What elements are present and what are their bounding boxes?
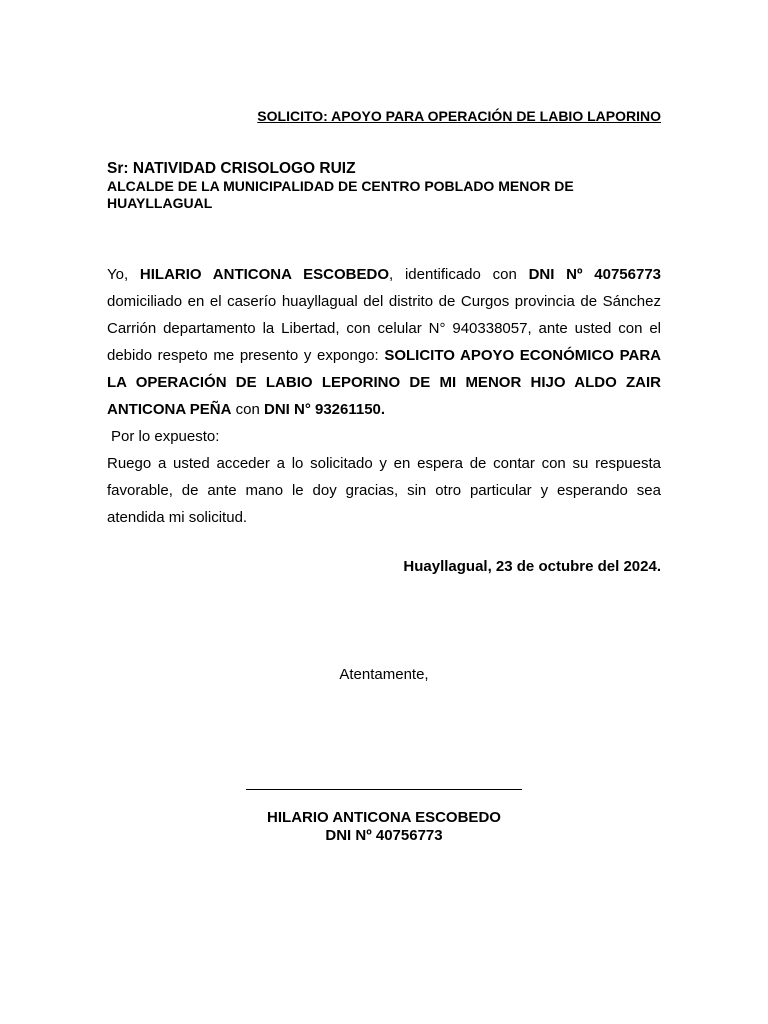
address-text: domiciliado en el caserío huayllagual del distrito de Curgos provincia de Sánchez Carrión departamento la Libertad, con celular N° 940338057, ante usted con el debido respeto me presento y expongo: — [107, 293, 661, 364]
addressee-name: Sr: NATIVIDAD CRISOLOGO RUIZ — [107, 160, 356, 177]
intro-text: Yo, — [107, 266, 140, 283]
letter-body — [107, 261, 661, 531]
applicant-dni: DNI Nº 40756773 — [528, 266, 661, 283]
closing-text: Atentamente, — [339, 666, 429, 683]
applicant-name: HILARIO ANTICONA ESCOBEDO — [139, 266, 390, 283]
request-text: SOLICITO APOYO ECONÓMICO PARA LA OPERACIÓN DE LABIO LEPORINO DE MI MENOR HIJO ALDO ZAIR ANTICONA PEÑA — [107, 347, 661, 418]
signature-block — [0, 809, 768, 845]
subject-line: SOLICITO: APOYO PARA OPERACIÓN DE LABIO LAPORINO — [257, 108, 661, 124]
addressee-role: ALCALDE DE LA MUNICIPALIDAD DE CENTRO POBLADO MENOR DE HUAYLLAGUAL — [107, 178, 574, 211]
body-paragraph-3: Ruego a usted acceder a lo solicitado y en espera de contar con su respuesta favorable, de ante mano le doy gracias, sin otro particular y esperando sea atendida mi solicitud. — [107, 455, 661, 526]
signature-dni: DNI Nº 40756773 — [325, 827, 443, 844]
body-paragraph-1 — [107, 261, 661, 423]
body-paragraph-2: Por lo expuesto: — [111, 428, 220, 445]
con-text: con — [231, 401, 264, 418]
signature-name: HILARIO ANTICONA ESCOBEDO — [267, 809, 501, 826]
signature-line — [246, 789, 522, 790]
ident-text: , identificado con — [389, 266, 529, 283]
child-dni: DNI N° 93261150. — [263, 401, 386, 418]
date-line: Huayllagual, 23 de octubre del 2024. — [403, 558, 661, 575]
